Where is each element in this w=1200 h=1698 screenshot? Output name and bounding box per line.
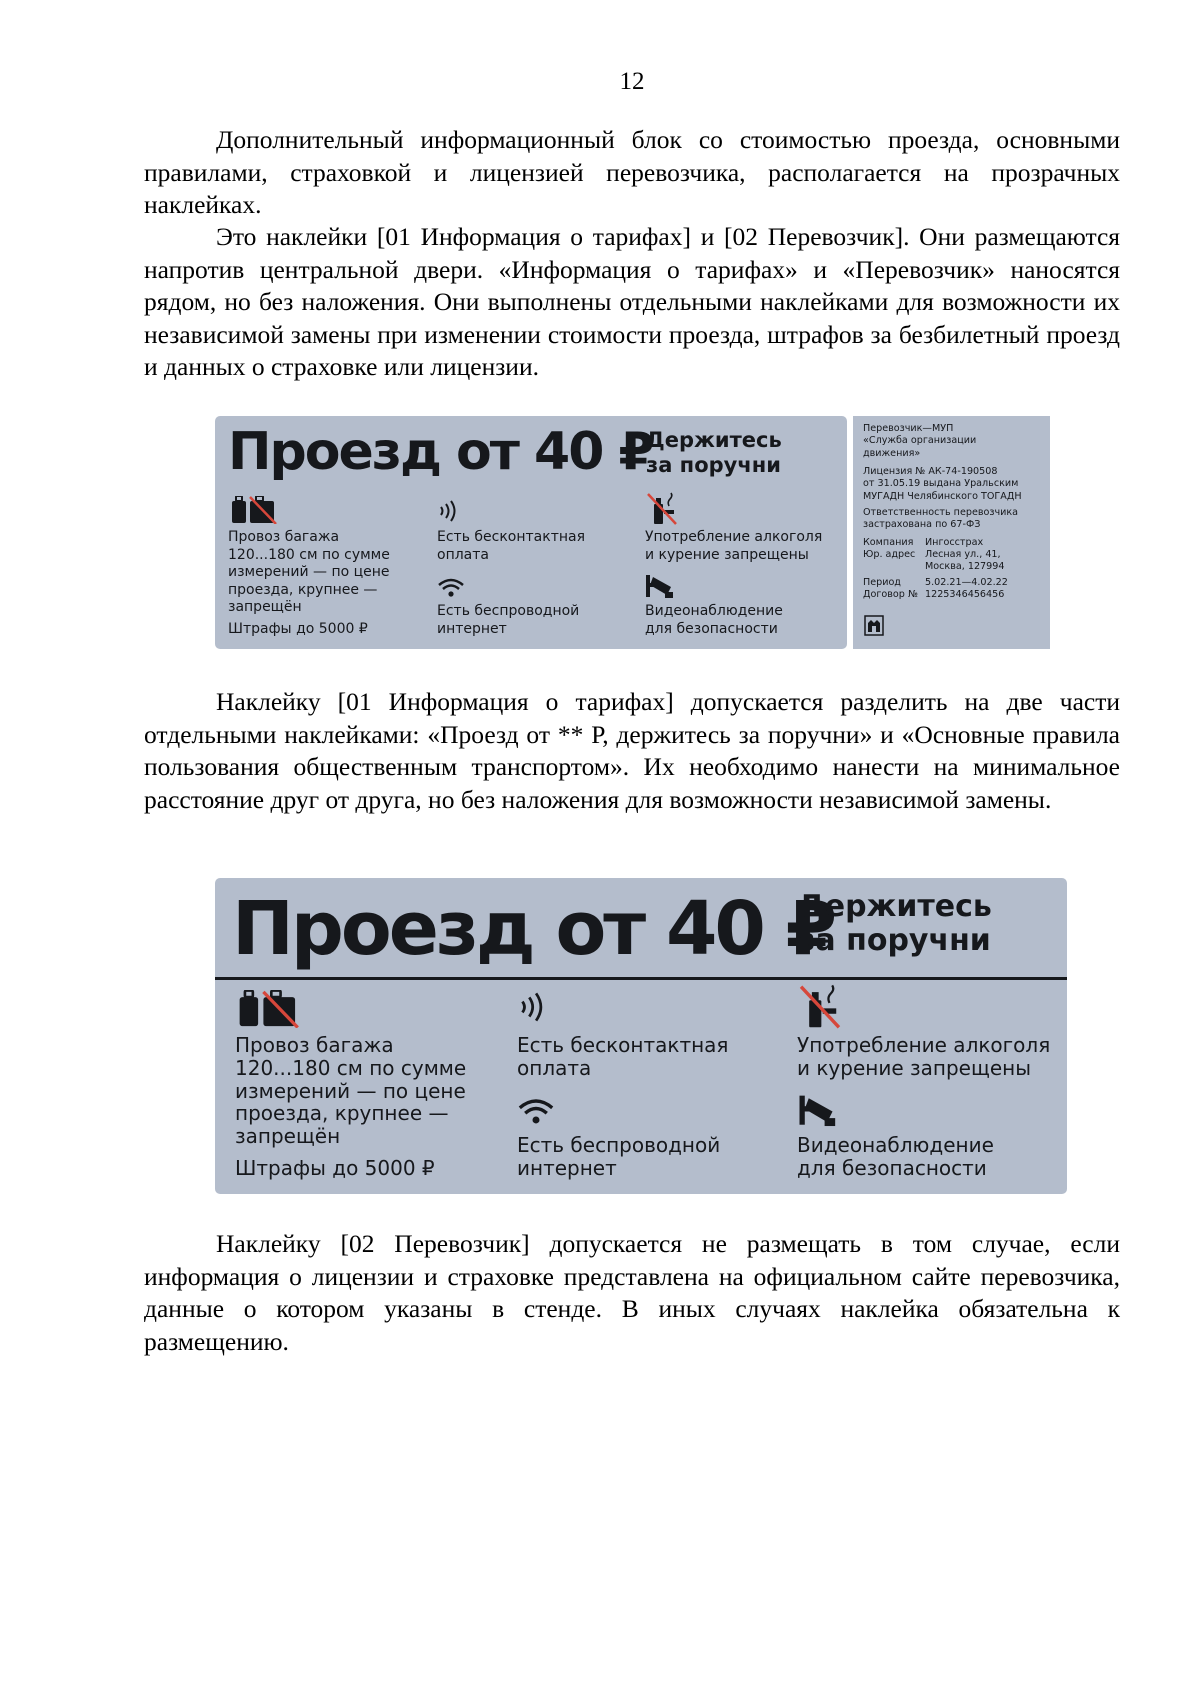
carrier-row-label: Договор №	[863, 589, 918, 600]
contactless-text: Есть бесконтактная оплата	[517, 1033, 729, 1080]
cctv-camera-icon	[645, 573, 675, 601]
alcohol-text: Употребление алкоголя и курение запрещены	[797, 1033, 1051, 1080]
carrier-name: Перевозчик—МУП «Служба организации движения»	[863, 423, 977, 459]
carrier-row-label: Компания	[863, 537, 914, 548]
wifi-text: Есть беспроводной интернет	[437, 603, 580, 637]
carrier-license: Лицензия № АК-74-190508 от 31.05.19 выдана Уральским МУГАДН Челябинского ТОГАДН	[863, 466, 1022, 502]
no-alcohol-smoking-icon	[797, 984, 843, 1030]
wifi-icon	[437, 577, 465, 597]
hold-handrails-text: Держитесь за поручни	[798, 889, 992, 958]
contactless-icon	[517, 992, 547, 1022]
carrier-row-label: Период	[863, 577, 901, 588]
cctv-text: Видеонаблюдение для безопасности	[797, 1133, 994, 1180]
cctv-text: Видеонаблюдение для безопасности	[645, 603, 783, 637]
paragraph-stickers: Это наклейки [01 Информация о тарифах] и [02 Перевозчик]. Они размещаются напротив центральной двери. «Информация о тарифах» и «Перевозчик» наносятся рядом, но без наложения. Они выполнены отдельными наклейками для возможности их независимой замены при изменении стоимости проезда, штрафов за безбилетный проезд и данных о страховке или лицензии.	[144, 222, 1120, 381]
alcohol-text: Употребление алкоголя и курение запрещены	[645, 529, 823, 563]
wifi-icon	[517, 1097, 555, 1124]
no-alcohol-smoking-icon	[645, 492, 679, 526]
page-number: 12	[619, 68, 645, 95]
baggage-rule: Провоз багажа 120...180 см по сумме измерений — по цене проезда, крупнее — запрещён	[228, 529, 390, 615]
carrier-row-value: 5.02.21—4.02.22	[925, 577, 1008, 588]
paragraph-intro: Дополнительный информационный блок со стоимостью проезда, основными правилами, страховкой и лицензией перевозчика, располагается на прозрачных наклейках.	[144, 125, 1120, 219]
fare-info-sticker	[215, 416, 847, 649]
city-emblem-icon	[864, 615, 884, 636]
carrier-row-label: Юр. адрес	[863, 549, 916, 560]
cctv-camera-icon	[798, 1093, 838, 1130]
carrier-row-value: Ингосстрах	[925, 537, 984, 548]
paragraph-carrier-optional: Наклейку [02 Перевозчик] допускается не размещать в том случае, если информация о лицензии и страховке представлена на официальном сайте перевозчика, данные о котором указаны в стенде. В иных случаях наклейка обязательна к размещению.	[144, 1229, 1120, 1356]
hold-handrails-text: Держитесь за поручни	[646, 428, 782, 477]
carrier-liability: Ответственность перевозчика застрахована по 67-ФЗ	[863, 507, 1019, 531]
wifi-text: Есть беспроводной интернет	[517, 1133, 721, 1180]
carrier-row-value: 1225346456456	[925, 589, 1005, 600]
fare-info-sticker-large	[215, 878, 1067, 1194]
luggage-icon	[230, 496, 280, 524]
carrier-row-value: Лесная ул., 41, Москва, 127994	[925, 549, 1005, 573]
baggage-rule: Провоз багажа 120...180 см по сумме измерений — по цене проезда, крупнее — запрещён	[235, 1033, 467, 1149]
fare-title: Проезд от 40 ₽	[228, 422, 653, 482]
divider-line	[215, 977, 1067, 980]
fines-text: Штрафы до 5000 ₽	[235, 1156, 435, 1180]
fines-text: Штрафы до 5000 ₽	[228, 621, 368, 637]
paragraph-split: Наклейку [01 Информация о тарифах] допускается разделить на две части отдельными наклейками: «Проезд от ** Р, держитесь за поручни» и «Основные правила пользования общественным транспортом». Их необходимо нанести на минимальное расстояние друг от друга, но без наложения для возможности независимой замены.	[144, 687, 1120, 814]
luggage-icon	[237, 990, 303, 1028]
contactless-text: Есть бесконтактная оплата	[437, 529, 586, 563]
carrier-sticker	[853, 416, 1050, 649]
fare-title: Проезд от 40 ₽	[232, 886, 835, 972]
contactless-icon	[437, 500, 459, 522]
